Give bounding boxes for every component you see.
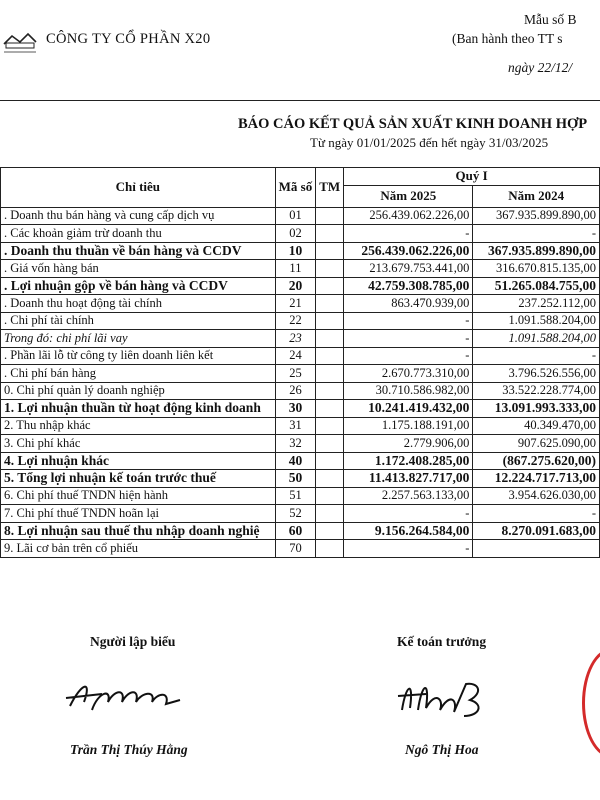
table-row bbox=[1, 540, 600, 558]
row-code: 51 bbox=[275, 487, 316, 505]
income-statement-table bbox=[0, 167, 600, 558]
row-note bbox=[316, 400, 344, 418]
row-note bbox=[316, 312, 344, 330]
row-code: 60 bbox=[275, 522, 316, 540]
row-code: 32 bbox=[275, 435, 316, 453]
form-issued-by: (Ban hành theo TT s bbox=[452, 31, 563, 46]
row-value-2024: 907.625.090,00 bbox=[473, 435, 600, 453]
table-row bbox=[1, 382, 600, 400]
row-note bbox=[316, 470, 344, 488]
row-code: 01 bbox=[275, 207, 316, 225]
company-logo bbox=[0, 28, 40, 56]
table-row bbox=[1, 225, 600, 243]
row-indicator: 6. Chi phí thuế TNDN hiện hành bbox=[1, 487, 276, 505]
row-indicator: 1. Lợi nhuận thuần từ hoạt động kinh doanh bbox=[1, 400, 276, 418]
row-note bbox=[316, 207, 344, 225]
row-value-2025: 11.413.827.717,00 bbox=[344, 470, 473, 488]
row-value-2025: 30.710.586.982,00 bbox=[344, 382, 473, 400]
table-row bbox=[1, 330, 600, 348]
row-indicator: . Doanh thu bán hàng và cung cấp dịch vụ bbox=[1, 207, 276, 225]
row-value-2025: - bbox=[344, 505, 473, 523]
row-indicator: 5. Tổng lợi nhuận kế toán trước thuế bbox=[1, 470, 276, 488]
row-value-2025: 863.470.939,00 bbox=[344, 295, 473, 313]
table-row bbox=[1, 505, 600, 523]
header-divider bbox=[0, 100, 600, 101]
row-value-2024: - bbox=[473, 225, 600, 243]
row-note bbox=[316, 417, 344, 435]
row-value-2024: 51.265.084.755,00 bbox=[473, 277, 600, 295]
row-note bbox=[316, 452, 344, 470]
table-row bbox=[1, 522, 600, 540]
row-note bbox=[316, 260, 344, 278]
row-note bbox=[316, 435, 344, 453]
company-name: CÔNG TY CỔ PHẦN X20 bbox=[46, 31, 211, 47]
row-indicator: 2. Thu nhập khác bbox=[1, 417, 276, 435]
row-code: 70 bbox=[275, 540, 316, 558]
table-row bbox=[1, 400, 600, 418]
row-value-2025: 256.439.062.226,00 bbox=[344, 242, 473, 260]
row-value-2025: 213.679.753.441,00 bbox=[344, 260, 473, 278]
header-quarter: Quý I bbox=[344, 168, 600, 186]
row-value-2024: 367.935.899.890,00 bbox=[473, 207, 600, 225]
row-value-2024: 367.935.899.890,00 bbox=[473, 242, 600, 260]
row-value-2024: 33.522.228.774,00 bbox=[473, 382, 600, 400]
table-row bbox=[1, 277, 600, 295]
table-row bbox=[1, 365, 600, 383]
row-code: 11 bbox=[275, 260, 316, 278]
row-value-2024: 3.796.526.556,00 bbox=[473, 365, 600, 383]
table-row bbox=[1, 435, 600, 453]
row-code: 24 bbox=[275, 347, 316, 365]
row-code: 10 bbox=[275, 242, 316, 260]
row-value-2024: 12.224.717.713,00 bbox=[473, 470, 600, 488]
row-value-2024: 3.954.626.030,00 bbox=[473, 487, 600, 505]
table-row bbox=[1, 487, 600, 505]
preparer-name: Trần Thị Thúy Hằng bbox=[70, 742, 188, 757]
row-indicator: 3. Chi phí khác bbox=[1, 435, 276, 453]
row-value-2025: - bbox=[344, 347, 473, 365]
row-note bbox=[316, 295, 344, 313]
row-value-2024 bbox=[473, 540, 600, 558]
row-indicator: . Giá vốn hàng bán bbox=[1, 260, 276, 278]
row-note bbox=[316, 277, 344, 295]
row-note bbox=[316, 487, 344, 505]
row-value-2025: 1.172.408.285,00 bbox=[344, 452, 473, 470]
table-row bbox=[1, 207, 600, 225]
row-note bbox=[316, 225, 344, 243]
row-value-2024: 13.091.993.333,00 bbox=[473, 400, 600, 418]
row-indicator: . Doanh thu thuần về bán hàng và CCDV bbox=[1, 242, 276, 260]
table-row bbox=[1, 312, 600, 330]
header-note: TM bbox=[316, 168, 344, 208]
table-row bbox=[1, 417, 600, 435]
row-note bbox=[316, 365, 344, 383]
row-value-2025: 256.439.062.226,00 bbox=[344, 207, 473, 225]
row-note bbox=[316, 540, 344, 558]
row-indicator: . Lợi nhuận gộp về bán hàng và CCDV bbox=[1, 277, 276, 295]
preparer-signature bbox=[62, 672, 192, 722]
row-value-2024: 1.091.588.204,00 bbox=[473, 330, 600, 348]
row-value-2025: - bbox=[344, 330, 473, 348]
table-row bbox=[1, 452, 600, 470]
row-value-2024: - bbox=[473, 347, 600, 365]
table-row bbox=[1, 470, 600, 488]
accountant-signature bbox=[392, 670, 502, 725]
row-indicator: 9. Lãi cơ bản trên cổ phiếu bbox=[1, 540, 276, 558]
row-note bbox=[316, 347, 344, 365]
row-value-2024: (867.275.620,00) bbox=[473, 452, 600, 470]
row-value-2025: 2.257.563.133,00 bbox=[344, 487, 473, 505]
row-indicator: . Doanh thu hoạt động tài chính bbox=[1, 295, 276, 313]
row-note bbox=[316, 522, 344, 540]
report-title: BÁO CÁO KẾT QUẢ SẢN XUẤT KINH DOANH HỢP bbox=[238, 116, 588, 132]
row-value-2024: 8.270.091.683,00 bbox=[473, 522, 600, 540]
row-code: 21 bbox=[275, 295, 316, 313]
accountant-title: Kế toán trưởng bbox=[397, 634, 487, 649]
row-note bbox=[316, 330, 344, 348]
row-indicator: 7. Chi phí thuế TNDN hoãn lại bbox=[1, 505, 276, 523]
row-code: 26 bbox=[275, 382, 316, 400]
row-code: 23 bbox=[275, 330, 316, 348]
header-year-current: Năm 2025 bbox=[344, 185, 473, 207]
row-code: 40 bbox=[275, 452, 316, 470]
document-header bbox=[0, 0, 600, 100]
row-value-2025: 1.175.188.191,00 bbox=[344, 417, 473, 435]
row-value-2024: 1.091.588.204,00 bbox=[473, 312, 600, 330]
row-value-2024: 237.252.112,00 bbox=[473, 295, 600, 313]
row-indicator: 4. Lợi nhuận khác bbox=[1, 452, 276, 470]
preparer-title: Người lập biểu bbox=[90, 634, 176, 649]
row-value-2024: - bbox=[473, 505, 600, 523]
table-row bbox=[1, 295, 600, 313]
form-number: Mẫu số B bbox=[524, 12, 577, 27]
row-note bbox=[316, 505, 344, 523]
row-code: 30 bbox=[275, 400, 316, 418]
row-value-2024: 316.670.815.135,00 bbox=[473, 260, 600, 278]
row-indicator: . Các khoản giảm trừ doanh thu bbox=[1, 225, 276, 243]
row-value-2024: 40.349.470,00 bbox=[473, 417, 600, 435]
row-indicator: 0. Chi phí quản lý doanh nghiệp bbox=[1, 382, 276, 400]
row-indicator: Trong đó: chi phí lãi vay bbox=[1, 330, 276, 348]
row-value-2025: - bbox=[344, 540, 473, 558]
row-code: 25 bbox=[275, 365, 316, 383]
header-year-prior: Năm 2024 bbox=[473, 185, 600, 207]
row-code: 22 bbox=[275, 312, 316, 330]
row-value-2025: 9.156.264.584,00 bbox=[344, 522, 473, 540]
row-value-2025: 2.670.773.310,00 bbox=[344, 365, 473, 383]
header-code: Mã số bbox=[275, 168, 316, 208]
row-code: 50 bbox=[275, 470, 316, 488]
company-stamp bbox=[582, 648, 600, 758]
row-indicator: . Chi phí tài chính bbox=[1, 312, 276, 330]
header-indicator: Chỉ tiêu bbox=[1, 168, 276, 208]
row-indicator: 8. Lợi nhuận sau thuế thu nhập doanh nghiệ bbox=[1, 522, 276, 540]
row-code: 02 bbox=[275, 225, 316, 243]
row-code: 52 bbox=[275, 505, 316, 523]
table-row bbox=[1, 260, 600, 278]
row-code: 31 bbox=[275, 417, 316, 435]
row-value-2025: - bbox=[344, 225, 473, 243]
row-value-2025: - bbox=[344, 312, 473, 330]
table-row bbox=[1, 347, 600, 365]
form-info bbox=[452, 10, 600, 77]
row-note bbox=[316, 242, 344, 260]
row-indicator: . Phần lãi lỗ từ công ty liên doanh liên kết bbox=[1, 347, 276, 365]
form-date: ngày 22/12/ bbox=[508, 60, 573, 75]
row-value-2025: 42.759.308.785,00 bbox=[344, 277, 473, 295]
row-value-2025: 10.241.419.432,00 bbox=[344, 400, 473, 418]
row-indicator: . Chi phí bán hàng bbox=[1, 365, 276, 383]
accountant-name: Ngô Thị Hoa bbox=[405, 742, 479, 757]
report-period: Từ ngày 01/01/2025 đến hết ngày 31/03/2025 bbox=[310, 135, 549, 150]
row-code: 20 bbox=[275, 277, 316, 295]
row-value-2025: 2.779.906,00 bbox=[344, 435, 473, 453]
row-note bbox=[316, 382, 344, 400]
table-row bbox=[1, 242, 600, 260]
